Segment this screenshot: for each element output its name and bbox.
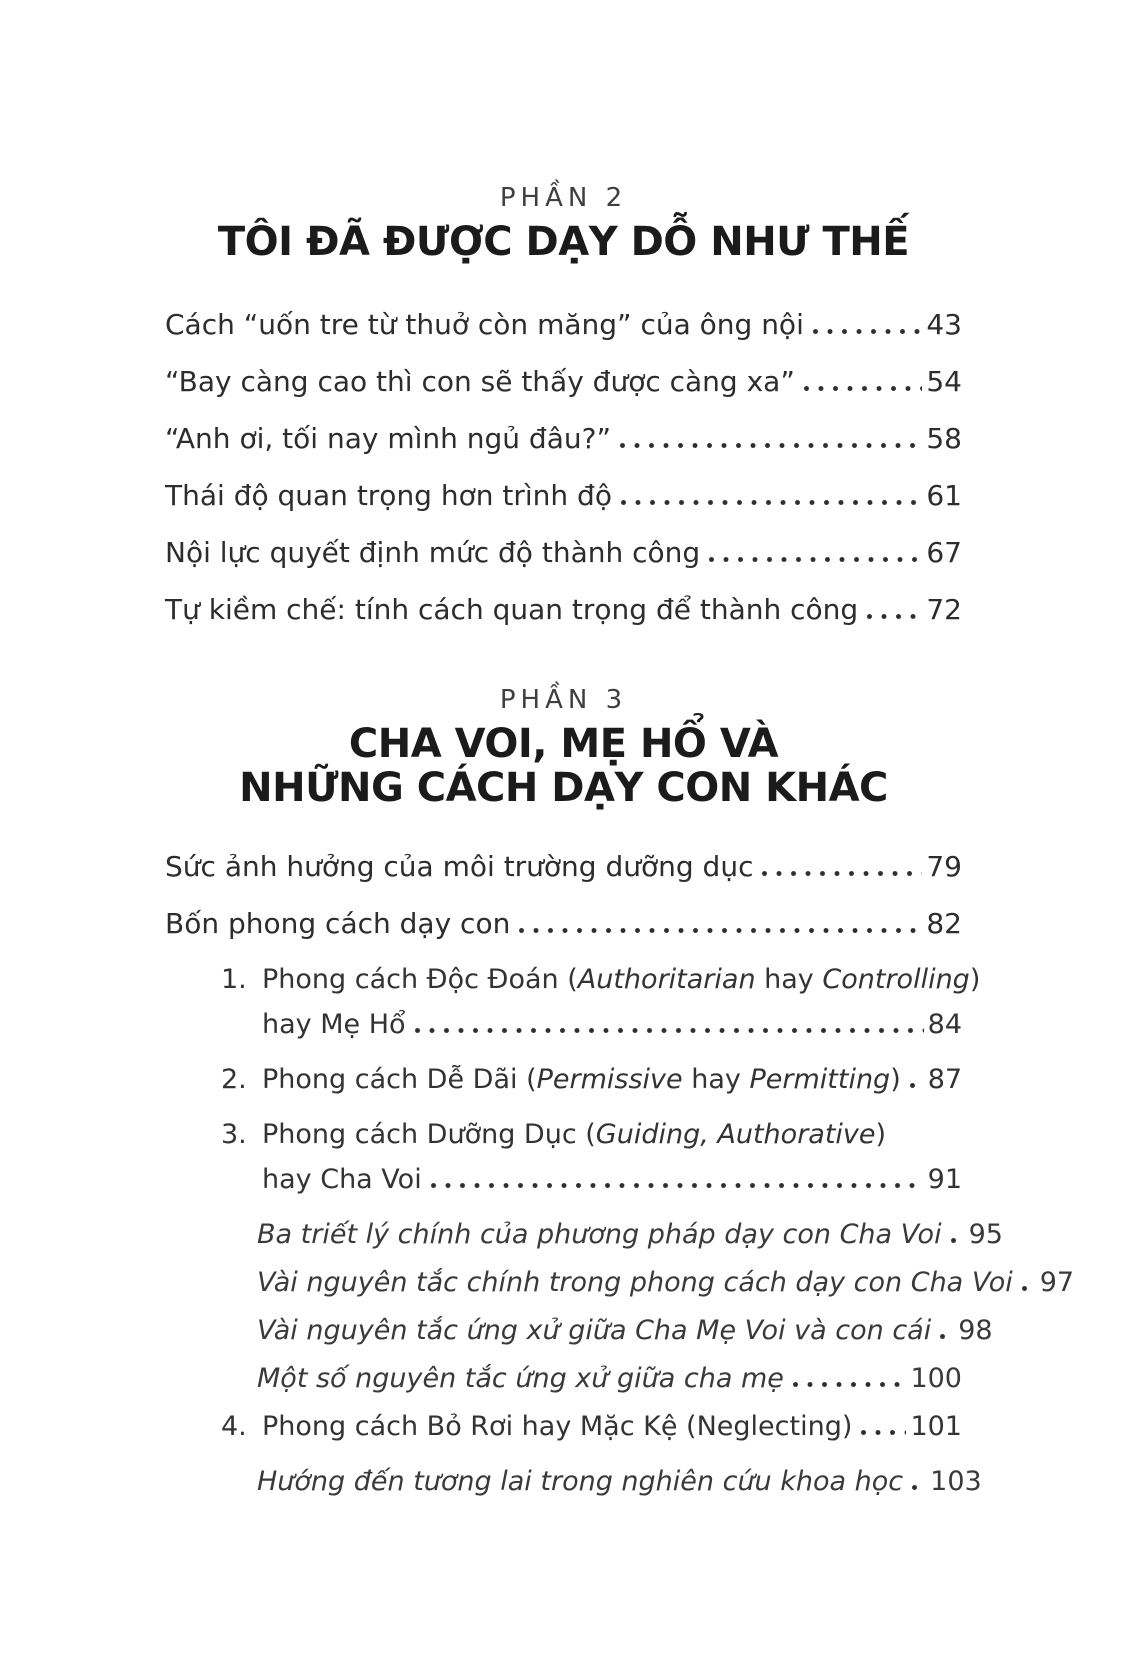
toc-numbered-entry — [165, 1063, 962, 1097]
section-heading — [165, 684, 962, 810]
page-number: 100 — [910, 1363, 962, 1394]
toc-subentry — [165, 1314, 993, 1348]
plain-term: Phong cách Độc Đoán ( — [262, 964, 578, 995]
dot-leader — [793, 1382, 907, 1387]
entry-number: 3. — [221, 1119, 247, 1150]
italic-term: Authoritarian — [577, 964, 756, 995]
toc-entry-text: Ba triết lý chính của phương pháp dạy con Cha Voi — [257, 1219, 942, 1250]
page-number: 84 — [927, 1009, 962, 1040]
page-number: 61 — [926, 479, 962, 512]
page-number: 82 — [926, 907, 962, 940]
toc-entry-text: Bốn phong cách dạy con — [165, 907, 511, 940]
page-number: 79 — [926, 850, 962, 883]
dot-leader — [951, 1238, 965, 1243]
toc-entry-text — [262, 1118, 886, 1152]
page-number: 87 — [927, 1064, 963, 1095]
page-number: 97 — [1039, 1267, 1075, 1298]
page-number: 67 — [926, 536, 962, 569]
toc-entry-text — [262, 963, 980, 997]
toc-entry-list — [165, 307, 962, 628]
section-title-line: CHA VOI, MẸ HỔ VÀ — [348, 721, 779, 767]
toc-entry-line — [165, 1163, 962, 1197]
toc-entry — [165, 849, 962, 885]
plain-term: Phong cách Dễ Dãi ( — [262, 1064, 537, 1095]
page-number: 58 — [926, 422, 962, 455]
plain-term: hay — [682, 1064, 750, 1095]
page-number: 72 — [926, 593, 962, 626]
toc-entry-text: Vài nguyên tắc ứng xử giữa Cha Mẹ Voi và con cái — [257, 1315, 932, 1346]
italic-term: Permitting — [749, 1064, 891, 1095]
toc-entry-text: “Anh ơi, tối nay mình ngủ đâu?” — [165, 422, 611, 455]
page-number: 101 — [910, 1411, 962, 1442]
toc-numbered-entry — [165, 1410, 962, 1444]
italic-term: Guiding, Authorative — [595, 1119, 876, 1150]
dot-leader — [813, 329, 923, 334]
entry-number: 2. — [221, 1064, 247, 1095]
dot-leader — [709, 557, 922, 562]
toc-entry-text: Thái độ quan trọng hơn trình độ — [165, 479, 612, 512]
toc-entry — [165, 592, 962, 628]
dot-leader — [912, 1485, 926, 1490]
dot-leader — [1022, 1286, 1036, 1291]
toc-entry-text: Phong cách Bỏ Rơi hay Mặc Kệ (Neglecting) — [262, 1411, 853, 1442]
plain-term: hay — [755, 964, 823, 995]
toc-entry-line — [165, 963, 981, 997]
toc-subentry — [165, 1362, 962, 1396]
toc-entry-text — [262, 1063, 901, 1097]
toc-section — [165, 684, 1075, 1499]
dot-leader — [621, 500, 922, 505]
section-kicker: PHẦN 2 — [499, 183, 628, 213]
toc-entry-line — [165, 1008, 962, 1042]
toc-entry-text: Hướng đến tương lai trong nghiên cứu khoa học — [257, 1466, 904, 1497]
section-title-line: NHỮNG CÁCH DẠY CON KHÁC — [239, 765, 888, 811]
plain-term: ) — [875, 1119, 887, 1150]
page-number: 98 — [958, 1315, 993, 1346]
dot-leader — [940, 1334, 954, 1339]
page-number: 95 — [968, 1219, 1003, 1250]
section-kicker: PHẦN 3 — [499, 685, 628, 715]
page-number: 54 — [926, 365, 962, 398]
dot-leader — [867, 614, 922, 619]
toc-numbered-entry — [165, 1118, 962, 1197]
toc-entry-text: Cách “uốn tre từ thuở còn măng” của ông nội — [165, 308, 804, 341]
page-number: 43 — [926, 308, 962, 341]
dot-leader — [415, 1028, 924, 1033]
toc-subentry — [165, 1465, 982, 1499]
toc-entry-text: Nội lực quyết định mức độ thành công — [165, 536, 701, 569]
toc-entry-line — [165, 1118, 962, 1152]
toc-section — [165, 182, 962, 628]
toc-subentry — [165, 1218, 1003, 1252]
toc-entry-text: Tự kiềm chế: tính cách quan trọng để thành công — [165, 593, 859, 626]
section-heading — [165, 182, 962, 264]
toc-entry-text: “Bay càng cao thì con sẽ thấy được càng xa” — [165, 365, 795, 398]
toc-entry — [165, 421, 962, 457]
dot-leader — [804, 386, 923, 391]
toc-entry-line — [165, 1063, 962, 1097]
toc-entry-text: Vài nguyên tắc chính trong phong cách dạy con Cha Voi — [257, 1267, 1013, 1298]
toc-subentry — [165, 1266, 1075, 1300]
toc-entry-text: Một số nguyên tắc ứng xử giữa cha mẹ — [257, 1363, 784, 1394]
page-number: 91 — [927, 1164, 962, 1195]
toc-entry-list — [165, 849, 1075, 1499]
toc-entry — [165, 478, 962, 514]
dot-leader — [762, 871, 922, 876]
entry-number: 4. — [221, 1411, 247, 1442]
toc-entry-line — [165, 1410, 962, 1444]
toc-entry — [165, 364, 962, 400]
dot-leader — [861, 1430, 906, 1435]
section-title — [165, 220, 962, 264]
page-number: 103 — [930, 1466, 982, 1497]
dot-leader — [519, 928, 922, 933]
toc-entry-text: hay Cha Voi — [262, 1164, 422, 1195]
toc-numbered-entry — [165, 963, 981, 1042]
dot-leader — [620, 443, 922, 448]
dot-leader — [431, 1183, 924, 1188]
table-of-contents — [165, 0, 1075, 1513]
toc-entry — [165, 906, 962, 942]
section-title-line: TÔI ĐÃ ĐƯỢC DẠY DỖ NHƯ THẾ — [217, 219, 910, 265]
entry-number: 1. — [221, 964, 247, 995]
plain-term: ) — [969, 964, 981, 995]
plain-term: Phong cách Dưỡng Dục ( — [262, 1119, 596, 1150]
toc-entry — [165, 535, 962, 571]
section-title — [165, 722, 962, 810]
dot-leader — [910, 1083, 924, 1088]
italic-term: Controlling — [822, 964, 970, 995]
plain-term: ) — [890, 1064, 901, 1095]
toc-entry-text: Sức ảnh hưởng của môi trường dưỡng dục — [165, 850, 754, 883]
italic-term: Permissive — [536, 1064, 683, 1095]
toc-entry — [165, 307, 962, 343]
toc-entry-text: hay Mẹ Hổ — [262, 1009, 406, 1040]
